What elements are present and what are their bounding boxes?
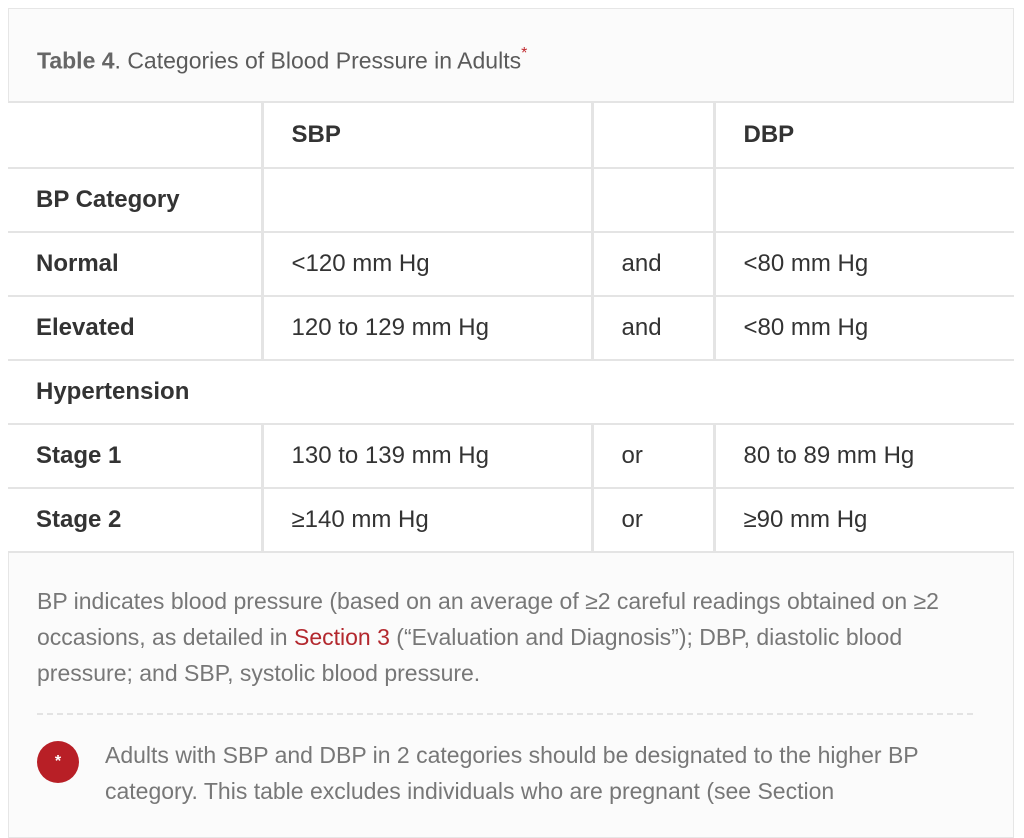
footnote-text: Adults with SBP and DBP in 2 categories should be designated to the higher BP category. This table excludes individuals who are pregnant (see Section xyxy=(105,742,919,804)
header-dbp: DBP xyxy=(714,102,1014,168)
table-number: Table 4 xyxy=(37,47,115,74)
header-empty xyxy=(8,102,262,168)
cell-conj: or xyxy=(592,488,714,552)
table-notes xyxy=(9,553,1013,809)
table-row xyxy=(8,296,1014,360)
header-conj xyxy=(592,102,714,168)
row-label: Stage 1 xyxy=(8,424,262,488)
row-label: Stage 2 xyxy=(8,488,262,552)
asterisk-badge-icon: * xyxy=(37,741,79,783)
bp-categories-table xyxy=(8,101,1014,553)
cell-dbp xyxy=(714,168,1014,232)
table-row xyxy=(8,232,1014,296)
cell-dbp: <80 mm Hg xyxy=(714,232,1014,296)
row-label: Normal xyxy=(8,232,262,296)
row-label: Elevated xyxy=(8,296,262,360)
cell-conj: and xyxy=(592,296,714,360)
table-row xyxy=(8,168,1014,232)
cell-conj: or xyxy=(592,424,714,488)
table-card xyxy=(8,8,1014,838)
definition-text: BP indicates blood pressure (based on an average of ≥2 careful readings obtained on ≥2 occasions, as detailed in xyxy=(37,588,939,650)
header-sbp: SBP xyxy=(262,102,592,168)
table-header-row xyxy=(8,102,1014,168)
asterisk-marker[interactable]: * xyxy=(521,45,528,62)
cell-sbp: <120 mm Hg xyxy=(262,232,592,296)
row-label: Hypertension xyxy=(8,360,1014,424)
cell-dbp: ≥90 mm Hg xyxy=(714,488,1014,552)
cell-sbp xyxy=(262,168,592,232)
row-label: BP Category xyxy=(8,168,262,232)
table-title: . Categories of Blood Pressure in Adults xyxy=(114,47,522,74)
cell-sbp: ≥140 mm Hg xyxy=(262,488,592,552)
cell-dbp: <80 mm Hg xyxy=(714,296,1014,360)
cell-conj xyxy=(592,168,714,232)
table-caption xyxy=(9,9,1013,101)
table-row xyxy=(8,360,1014,424)
cell-sbp: 130 to 139 mm Hg xyxy=(262,424,592,488)
definition-text-end: (“Evaluation and Diagnosis”); DBP, diastolic blood pressure; and SBP, systolic blood pressure. xyxy=(37,624,903,686)
section-3-link[interactable]: Section 3 xyxy=(294,624,390,650)
table-row xyxy=(8,488,1014,552)
abbreviation-definitions xyxy=(37,583,973,715)
cell-conj: and xyxy=(592,232,714,296)
table-row xyxy=(8,424,1014,488)
cell-sbp: 120 to 129 mm Hg xyxy=(262,296,592,360)
footnote xyxy=(37,737,973,809)
cell-dbp: 80 to 89 mm Hg xyxy=(714,424,1014,488)
